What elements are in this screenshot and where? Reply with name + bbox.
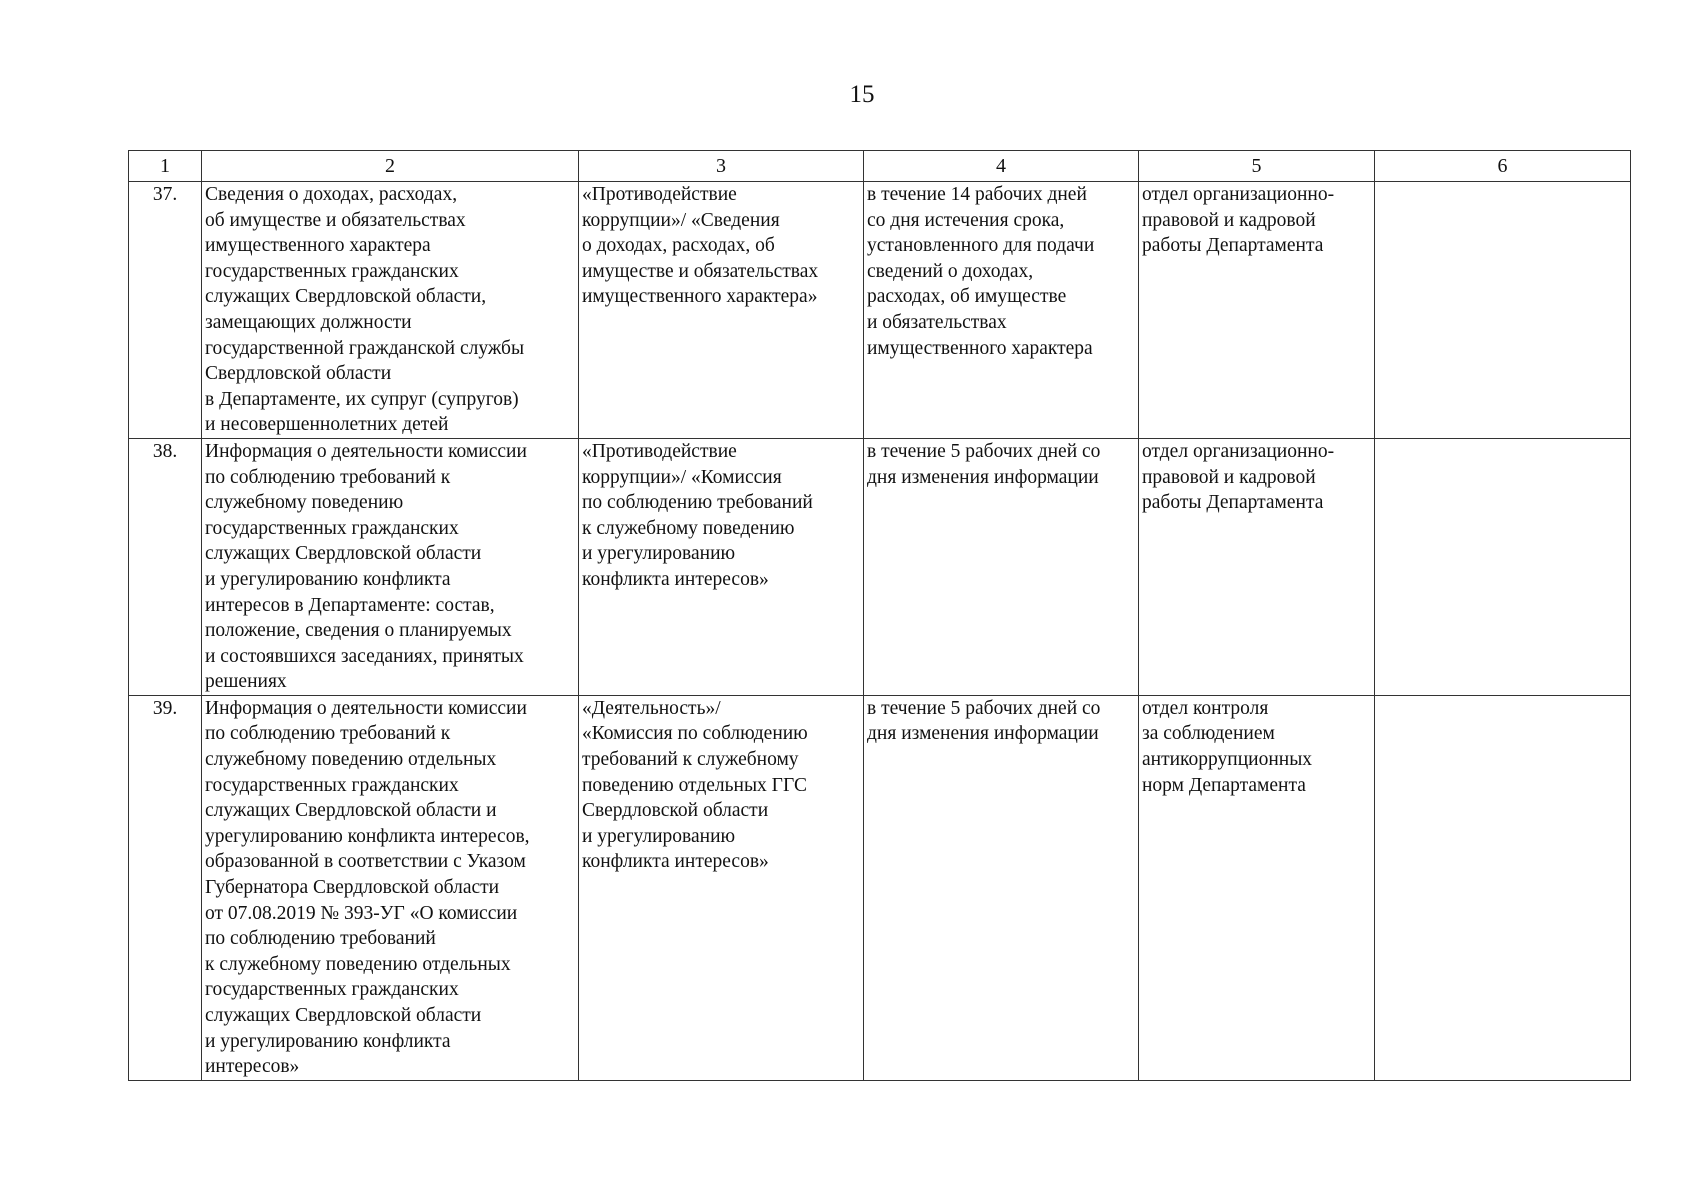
cell-line: сведений о доходах, bbox=[867, 260, 1034, 282]
table-row bbox=[129, 695, 1631, 1080]
cell-line: работы Департамента bbox=[1142, 492, 1324, 514]
cell-responsible-unit bbox=[1139, 695, 1375, 1080]
cell-line: со дня истечения срока, bbox=[867, 209, 1065, 231]
cell-line: поведению отдельных ГГС bbox=[582, 774, 807, 796]
cell-line: образованной в соответствии с Указом bbox=[205, 851, 526, 873]
cell-notes bbox=[1375, 182, 1631, 439]
cell-line: Информация о деятельности комиссии bbox=[205, 440, 527, 462]
cell-line: об имуществе и обязательствах bbox=[205, 209, 466, 231]
cell-line: служащих Свердловской области и bbox=[205, 800, 497, 822]
cell-line: дня изменения информации bbox=[867, 466, 1099, 488]
cell-line: по соблюдению требований bbox=[205, 928, 436, 950]
cell-update-period bbox=[864, 182, 1139, 439]
cell-line: к служебному поведению отдельных bbox=[205, 953, 511, 975]
cell-line: и урегулированию конфликта bbox=[205, 1030, 451, 1052]
cell-line: государственных гражданских bbox=[205, 774, 459, 796]
cell-line: и урегулированию bbox=[582, 825, 736, 847]
cell-information-content bbox=[202, 438, 579, 695]
cell-line: урегулированию конфликта интересов, bbox=[205, 825, 530, 847]
column-header-5: 5 bbox=[1139, 151, 1375, 182]
cell-line: за соблюдением bbox=[1142, 723, 1275, 745]
cell-line: служащих Свердловской области bbox=[205, 543, 482, 565]
cell-line: имущественного характера bbox=[867, 337, 1093, 359]
cell-line: в течение 5 рабочих дней со bbox=[867, 697, 1101, 719]
cell-line: по соблюдению требований к bbox=[205, 723, 451, 745]
cell-line: конфликта интересов» bbox=[582, 568, 769, 590]
cell-line: и несовершеннолетних детей bbox=[205, 414, 449, 436]
cell-line: правовой и кадровой bbox=[1142, 209, 1316, 231]
column-header-4: 4 bbox=[864, 151, 1139, 182]
cell-line: «Комиссия по соблюдению bbox=[582, 723, 808, 745]
cell-line: государственных гражданских bbox=[205, 260, 459, 282]
cell-line: в Департаменте, их супруг (супругов) bbox=[205, 388, 519, 410]
cell-line: отдел организационно- bbox=[1142, 184, 1335, 205]
cell-line: имуществе и обязательствах bbox=[582, 260, 819, 282]
table-row bbox=[129, 182, 1631, 439]
cell-update-period bbox=[864, 438, 1139, 695]
cell-line: по соблюдению требований к bbox=[205, 466, 451, 488]
cell-line: государственной гражданской службы bbox=[205, 337, 525, 359]
cell-line: Свердловской области bbox=[205, 363, 392, 385]
row-number: 39. bbox=[129, 695, 202, 1080]
cell-line: требований к служебному bbox=[582, 749, 799, 771]
cell-line: имущественного характера bbox=[205, 235, 431, 257]
cell-line: коррупции»/ «Сведения bbox=[582, 209, 780, 231]
cell-site-section bbox=[579, 695, 864, 1080]
cell-line: о доходах, расходах, об bbox=[582, 235, 775, 257]
cell-responsible-unit bbox=[1139, 182, 1375, 439]
cell-line: и состоявшихся заседаниях, принятых bbox=[205, 645, 524, 667]
cell-line: в течение 14 рабочих дней bbox=[867, 184, 1087, 205]
cell-information-content bbox=[202, 182, 579, 439]
cell-line: правовой и кадровой bbox=[1142, 466, 1316, 488]
cell-line: государственных гражданских bbox=[205, 979, 459, 1001]
row-number: 38. bbox=[129, 438, 202, 695]
cell-line: положение, сведения о планируемых bbox=[205, 620, 512, 642]
cell-line: Информация о деятельности комиссии bbox=[205, 697, 527, 719]
cell-line: отдел контроля bbox=[1142, 697, 1269, 719]
cell-update-period bbox=[864, 695, 1139, 1080]
cell-notes bbox=[1375, 438, 1631, 695]
cell-line: «Противодействие bbox=[582, 440, 737, 462]
cell-site-section bbox=[579, 438, 864, 695]
column-header-6: 6 bbox=[1375, 151, 1631, 182]
column-header-1: 1 bbox=[129, 151, 202, 182]
table-header-row bbox=[129, 151, 1631, 182]
cell-line: имущественного характера» bbox=[582, 286, 818, 308]
cell-line: служебному поведению отдельных bbox=[205, 749, 497, 771]
cell-line: государственных гражданских bbox=[205, 517, 459, 539]
cell-line: от 07.08.2019 № 393-УГ «О комиссии bbox=[205, 902, 518, 924]
cell-notes bbox=[1375, 695, 1631, 1080]
cell-line: «Противодействие bbox=[582, 184, 737, 205]
cell-line: отдел организационно- bbox=[1142, 440, 1335, 462]
cell-line: норм Департамента bbox=[1142, 774, 1306, 796]
cell-line: решениях bbox=[205, 671, 287, 693]
cell-line: антикоррупционных bbox=[1142, 749, 1313, 771]
cell-line: и урегулированию конфликта bbox=[205, 568, 451, 590]
cell-line: расходах, об имуществе bbox=[867, 286, 1067, 308]
cell-line: Свердловской области bbox=[582, 800, 769, 822]
column-header-3: 3 bbox=[579, 151, 864, 182]
table-row bbox=[129, 438, 1631, 695]
row-number: 37. bbox=[129, 182, 202, 439]
cell-line: и обязательствах bbox=[867, 311, 1007, 333]
cell-line: Сведения о доходах, расходах, bbox=[205, 184, 458, 205]
cell-line: служащих Свердловской области, bbox=[205, 286, 487, 308]
cell-line: дня изменения информации bbox=[867, 723, 1099, 745]
cell-line: работы Департамента bbox=[1142, 235, 1324, 257]
cell-line: в течение 5 рабочих дней со bbox=[867, 440, 1101, 462]
cell-site-section bbox=[579, 182, 864, 439]
cell-line: «Деятельность»/ bbox=[582, 697, 721, 719]
column-header-2: 2 bbox=[202, 151, 579, 182]
cell-line: коррупции»/ «Комиссия bbox=[582, 466, 782, 488]
cell-responsible-unit bbox=[1139, 438, 1375, 695]
cell-line: замещающих должности bbox=[205, 311, 412, 333]
cell-line: по соблюдению требований bbox=[582, 492, 813, 514]
cell-line: служащих Свердловской области bbox=[205, 1005, 482, 1026]
cell-line: и урегулированию bbox=[582, 543, 736, 565]
cell-line: интересов» bbox=[205, 1056, 300, 1078]
table-body bbox=[129, 182, 1631, 1081]
cell-line: конфликта интересов» bbox=[582, 851, 769, 873]
cell-line: к служебному поведению bbox=[582, 517, 795, 539]
cell-line: интересов в Департаменте: состав, bbox=[205, 594, 495, 616]
document-table bbox=[128, 150, 1631, 1081]
cell-line: установленного для подачи bbox=[867, 235, 1095, 257]
cell-information-content bbox=[202, 695, 579, 1080]
cell-line: Губернатора Свердловской области bbox=[205, 877, 500, 899]
page-number: 15 bbox=[849, 81, 875, 108]
cell-line: служебному поведению bbox=[205, 492, 404, 514]
